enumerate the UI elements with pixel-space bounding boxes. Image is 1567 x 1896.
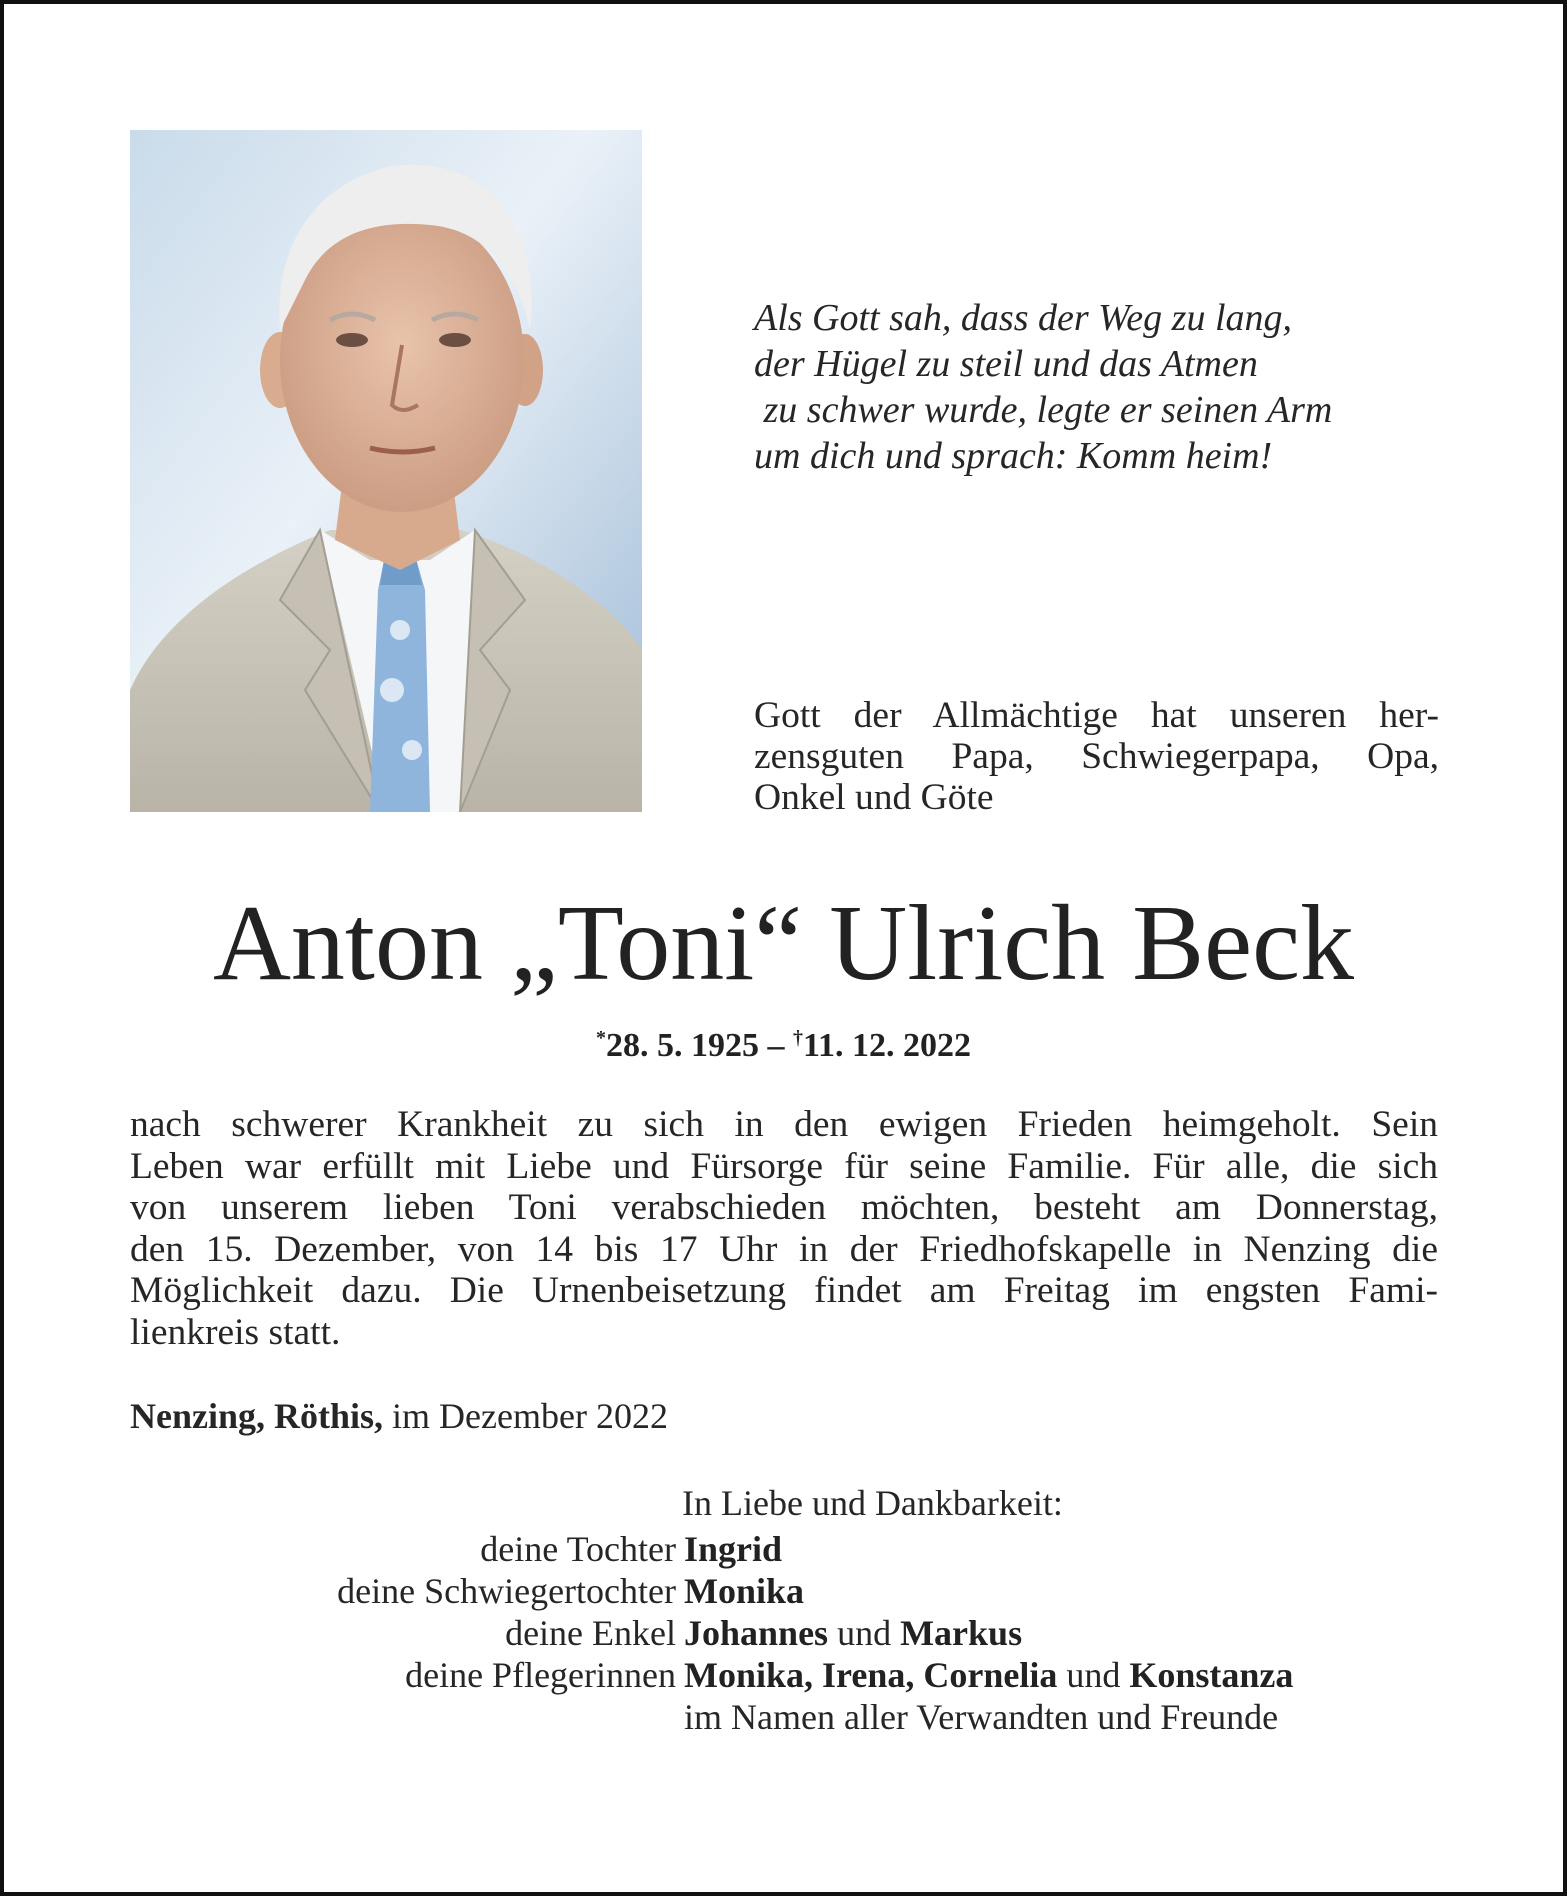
portrait-illustration xyxy=(130,130,642,812)
life-dates xyxy=(4,1016,1563,1068)
deceased-name: Anton „Toni“ Ulrich Beck xyxy=(212,884,1355,1003)
signer-relation: deine Pflegerinnen xyxy=(405,1655,676,1695)
place-names: Nenzing, Röthis, xyxy=(130,1396,384,1436)
month-year: im Dezember 2022 xyxy=(383,1396,668,1436)
poem-line: um dich und sprach: Komm heim! xyxy=(754,435,1273,477)
signer-row xyxy=(130,1654,1460,1696)
intro-text xyxy=(754,695,1439,818)
intro-line: Onkel und Göte xyxy=(754,777,994,818)
poem-line: Als Gott sah, dass der Weg zu lang, xyxy=(754,297,1293,339)
poem xyxy=(754,295,1454,479)
birth-date: 28. 5. 1925 xyxy=(605,1027,759,1064)
signer-names xyxy=(684,1612,1022,1654)
signer-relation: deine Enkel xyxy=(505,1613,676,1653)
poem-line: zu schwer wurde, legte er seinen Arm xyxy=(754,389,1333,431)
signer-row xyxy=(130,1696,1460,1738)
body-line: Leben war erfüllt mit Liebe und Fürsorge für seine Familie. Für alle, die sich xyxy=(130,1145,1438,1187)
body-line: von unserem lieben Toni verabschieden möchten, besteht am Donnerstag, xyxy=(130,1187,1438,1228)
signer-name: Konstanza xyxy=(1129,1655,1294,1695)
birth-symbol: * xyxy=(595,1027,606,1049)
signer-name: Monika, Irena, Cornelia xyxy=(684,1655,1058,1695)
signer-names xyxy=(684,1528,782,1570)
portrait-photo xyxy=(130,130,642,812)
date-separator: – xyxy=(758,1027,793,1064)
poem-line: der Hügel zu steil und das Atmen xyxy=(754,343,1258,385)
signer-name: Markus xyxy=(900,1613,1023,1653)
signers-list xyxy=(130,1528,1460,1738)
death-date: 11. 12. 2022 xyxy=(802,1027,972,1064)
signer-names xyxy=(684,1570,804,1612)
body-line: lienkreis statt. xyxy=(130,1311,341,1353)
signer-row xyxy=(130,1570,1460,1612)
intro-line: Gott der Allmächtige hat unseren her- xyxy=(754,695,1439,736)
place-date xyxy=(130,1395,668,1437)
signer-footer: im Namen aller Verwandten und Freunde xyxy=(684,1697,1279,1737)
signer-relation: deine Schwiegertochter xyxy=(337,1571,676,1611)
signer-relation-empty xyxy=(130,1696,684,1738)
thanks-line: In Liebe und Dankbarkeit: xyxy=(682,1483,1063,1523)
signer-name: Ingrid xyxy=(684,1529,783,1569)
death-symbol: † xyxy=(792,1027,803,1049)
body-line: nach schwerer Krankheit zu sich in den ewigen Frieden heimgeholt. Sein xyxy=(130,1104,1438,1145)
signer-row xyxy=(130,1612,1460,1654)
body-text xyxy=(130,1104,1438,1353)
body-line: den 15. Dezember, von 14 bis 17 Uhr in der Friedhofskapelle in Nenzing die xyxy=(130,1228,1438,1270)
signer-row xyxy=(130,1528,1460,1570)
signer-relation: deine Tochter xyxy=(480,1529,676,1569)
intro-line: zensguten Papa, Schwiegerpapa, Opa, xyxy=(754,736,1439,777)
body-line: Möglichkeit dazu. Die Urnenbeisetzung findet am Freitag im engsten Fami- xyxy=(130,1270,1438,1311)
signer-name: Johannes xyxy=(684,1613,829,1653)
signer-name: Monika xyxy=(684,1571,805,1611)
signer-and: und xyxy=(828,1613,901,1653)
signer-and: und xyxy=(1057,1655,1130,1695)
signer-names xyxy=(684,1654,1293,1696)
